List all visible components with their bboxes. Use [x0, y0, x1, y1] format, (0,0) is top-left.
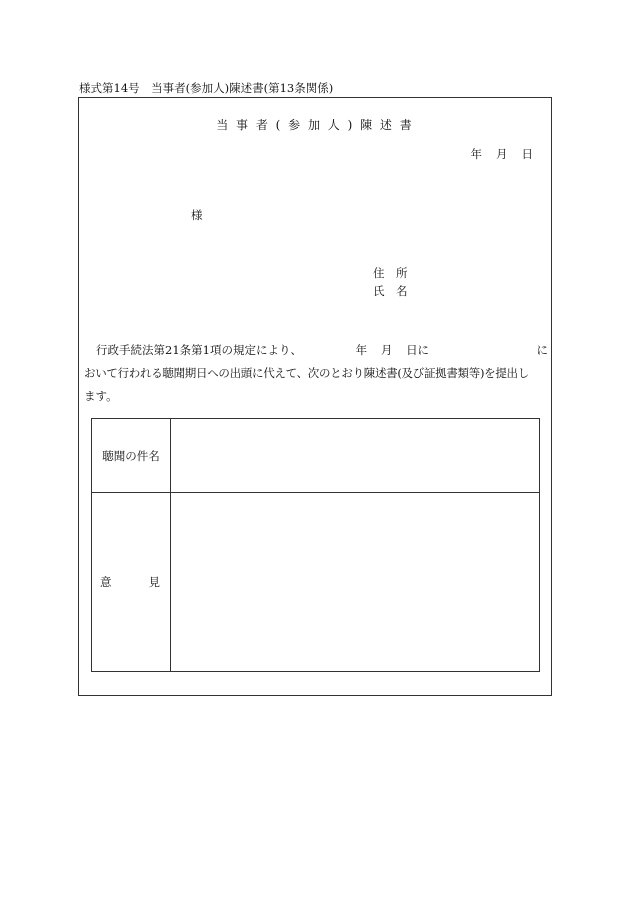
body-line-1-day: 日に: [406, 343, 430, 357]
body-line-1-year: 年: [355, 343, 368, 357]
table-row-opinion: [92, 493, 540, 672]
form-number-header: 様式第14号 当事者(参加人)陳述書(第13条関係): [79, 81, 334, 95]
body-line-1-clause: 行政手続法第21条第1項の規定により、: [96, 343, 302, 357]
date-line: [471, 146, 534, 162]
date-month-label: 月: [496, 147, 508, 161]
subject-field[interactable]: [171, 419, 540, 493]
body-line-1: [84, 339, 548, 362]
body-line-1-month: 月: [380, 343, 393, 357]
address-label: 住 所: [373, 266, 408, 280]
sender-block: [373, 264, 408, 300]
statement-form: [78, 97, 552, 696]
body-line-3: ます。: [84, 389, 118, 403]
addressee-honorific: 様: [191, 208, 203, 222]
statement-table: [91, 418, 540, 672]
opinion-label-2: 見: [148, 575, 160, 589]
opinion-label-cell: [92, 493, 171, 672]
date-day-label: 日: [521, 147, 533, 161]
opinion-label-1: 意: [100, 575, 112, 589]
date-year-label: 年: [470, 147, 482, 161]
subject-label: 聴聞の件名: [92, 419, 171, 493]
table-row-subject: [92, 419, 540, 493]
document-title: 当 事 者 ( 参 加 人 ) 陳 述 書: [216, 118, 414, 132]
statement-body: [84, 339, 548, 408]
body-line-2: おいて行われる聴聞期日への出頭に代えて、次のとおり陳述書(及び証拠書類等)を提出し: [84, 366, 529, 380]
opinion-field[interactable]: [171, 493, 540, 672]
name-label: 氏 名: [373, 284, 408, 298]
body-line-1-end: に: [536, 343, 548, 357]
